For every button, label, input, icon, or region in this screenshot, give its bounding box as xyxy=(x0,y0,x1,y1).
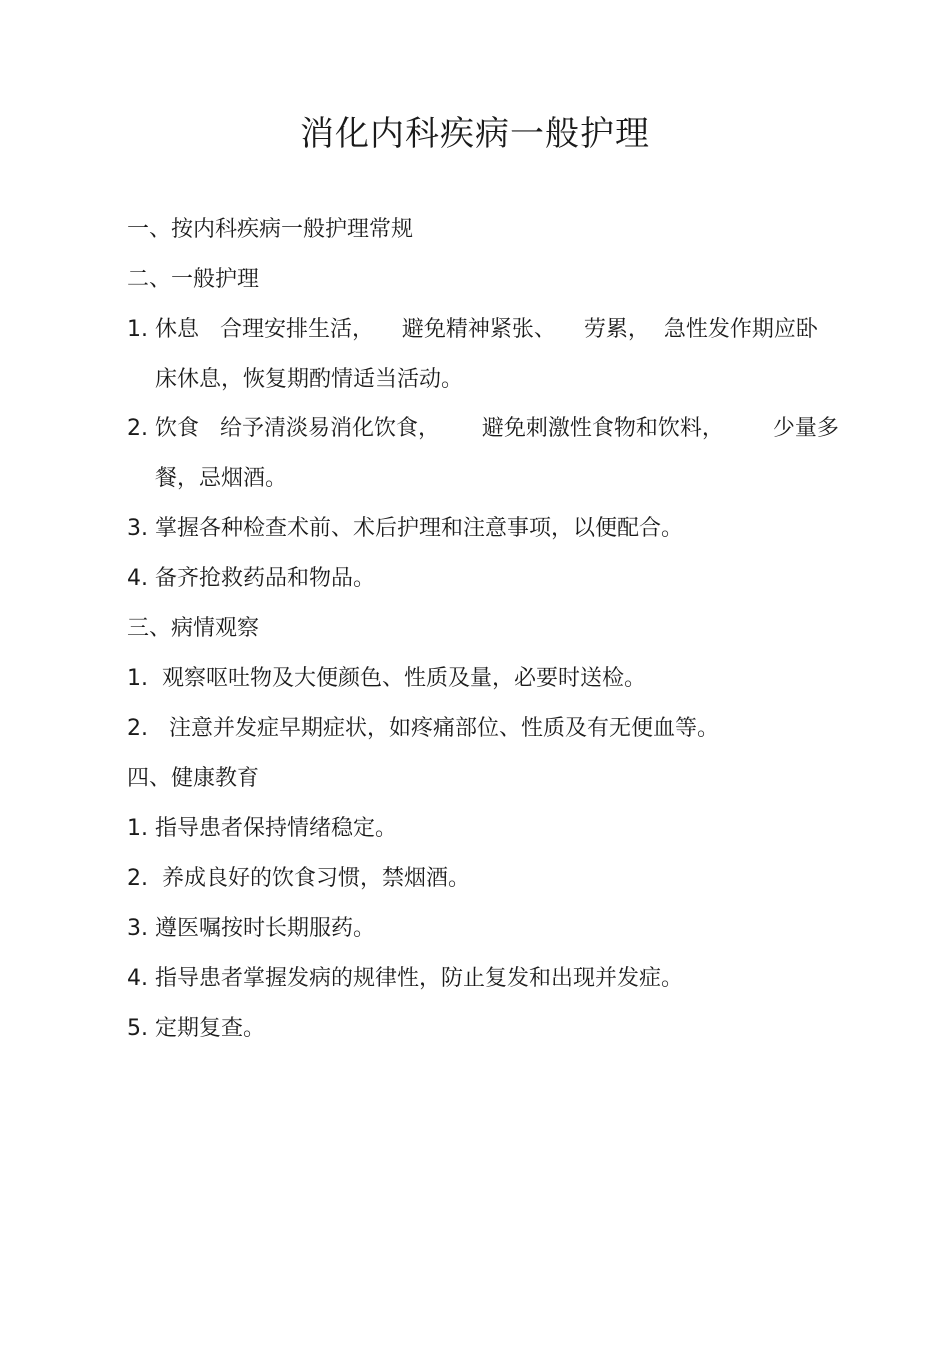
list-item: 3. 遵医嘱按时长期服药。 xyxy=(127,916,375,941)
section-heading-2: 二、一般护理 xyxy=(127,267,260,292)
list-item: 1. 休息 合理安排生活， 避免精神紧张、 劳累， 急性发作期应卧 xyxy=(127,317,818,342)
list-item: 4. 指导患者掌握发病的规律性，防止复发和出现并发症。 xyxy=(127,966,683,991)
section-heading-1: 一、按内科疾病一般护理常规 xyxy=(127,217,414,242)
list-item-continuation: 床休息，恢复期酌情适当活动。 xyxy=(155,367,464,392)
list-item: 2. 养成良好的饮食习惯，禁烟酒。 xyxy=(127,866,470,891)
list-item: 5. 定期复查。 xyxy=(127,1016,265,1041)
list-item-continuation: 餐，忌烟酒。 xyxy=(155,466,288,491)
document-title: 消化内科疾病一般护理 xyxy=(300,114,650,154)
list-item: 1. 指导患者保持情绪稳定。 xyxy=(127,816,397,841)
list-item: 3. 掌握各种检查术前、术后护理和注意事项，以便配合。 xyxy=(127,516,683,541)
section-heading-3: 三、病情观察 xyxy=(127,616,260,641)
list-item: 2. 饮食 给予清淡易消化饮食， 避免刺激性食物和饮料， 少量多 xyxy=(127,416,839,441)
section-heading-4: 四、健康教育 xyxy=(127,766,260,791)
list-item: 4. 备齐抢救药品和物品。 xyxy=(127,566,375,591)
list-item: 2. 注意并发症早期症状，如疼痛部位、性质及有无便血等。 xyxy=(127,716,719,741)
list-item: 1. 观察呕吐物及大便颜色、性质及量，必要时送检。 xyxy=(127,666,646,691)
